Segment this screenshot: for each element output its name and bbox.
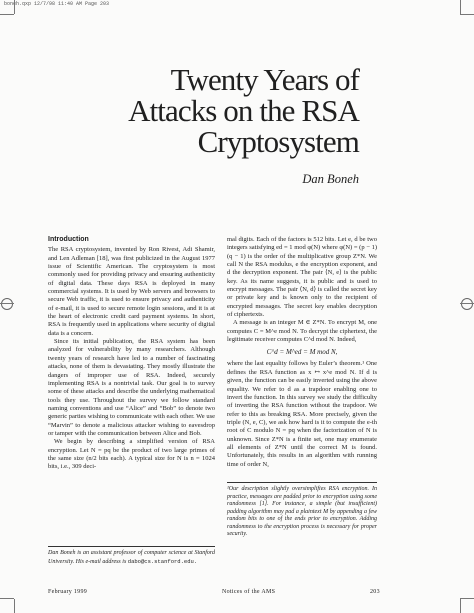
title-line-1: Twenty Years of <box>170 62 359 97</box>
article-title <box>29 64 359 157</box>
crop-mark <box>14 0 15 14</box>
paragraph: We begin by describing a simplified version of RSA encryption. Let N = pq be the product of two large primes of the same size (n/2 bits each). A typical size for N is n = 1024 bits, i.e., 309 deci- <box>48 438 215 471</box>
paragraph: mal digits. Each of the factors is 512 bits. Let e, d be two integers satisfying ed = 1 mod φ(N) where φ(N) = (p − 1)(q − 1) is the order of the multiplicative group Z*N. We call N the RSA modulus, e the encryption exponent, and d the decryption exponent. The pair ⟨N, e⟩ is the public key. As its name suggests, it is public and is used to encrypt messages. The pair ⟨N, d⟩ is called the secret key or private key and is known only to the recipient of encrypted messages. The secret key enables decryption of ciphertexts. <box>227 236 377 319</box>
crop-mark <box>460 598 474 599</box>
bio-rule <box>48 546 215 547</box>
footnote-text: ¹Our description slightly oversimplifies RSA encryption. In practice, messages are padded prior to encryption using some randomness [1]. For instance, a simple (but insufficient) padding algorithm may pad a plaintext M by appending a few random bits to one of the ends prior to encryption. Adding randomness to the encryption process is necessary for proper security. <box>227 486 377 537</box>
title-line-2: Attacks on the RSA <box>128 93 359 128</box>
section-heading: Introduction <box>48 236 89 243</box>
author-name: Dan Boneh <box>302 172 359 186</box>
rsa-equation: C^d = M^ed = M mod N, <box>266 348 338 357</box>
author-email: dabo@cs.stanford.edu. <box>127 557 198 565</box>
footer-journal: Notices of the AMS <box>222 589 276 595</box>
paragraph: Since its initial publication, the RSA system has been analyzed for vulnerability by many researchers. Although twenty years of research have led to a number of fascinating attacks, none of them is devastating. They mostly illustrate the dangers of improper use of RSA. Indeed, securely implementing RSA is a nontrivial task. Our goal is to survey some of these attacks and describe the underlying mathematical tools they use. Throughout the survey we follow standard naming conventions and use “Alice” and “Bob” to denote two generic parties wishing to communicate with each other. We use “Marvin” to denote a malicious attacker wishing to eavesdrop or tamper with the communication between Alice and Bob. <box>48 338 215 437</box>
footer-page-number: 203 <box>370 589 380 595</box>
crop-mark <box>460 14 474 15</box>
author-bio <box>48 546 215 566</box>
registration-crosshair <box>460 303 474 304</box>
footnote-rule <box>227 482 377 483</box>
print-slug: boneh.qxp 12/7/98 11:40 AM Page 203 <box>4 1 110 7</box>
crop-mark <box>460 0 461 14</box>
crop-mark <box>14 599 15 613</box>
paragraph: A message is an integer M ∈ Z*N. To encrypt M, one computes C = M^e mod N. To decrypt the ciphertext, the legitimate receiver computes C^d mod N. Indeed, <box>227 319 377 344</box>
bio-text: Dan Boneh is an assistant professor of computer science at Stanford University. His e-mail address is <box>48 550 215 565</box>
paragraph: where the last equality follows by Euler’s theorem.¹ One defines the RSA function as x ↦ x^e mod N. If d is given, the function can be easily inverted using the above equality. We refer to d as a trapdoor enabling one to invert the function. In this survey we study the difficulty of inverting the RSA function without the trapdoor. We refer to this as breaking RSA. More precisely, given the triple (N, e, C), we ask how hard is it to compute the e-th root of C modulo N = pq when the factorization of N is unknown. Since Z*N is a finite set, one may enumerate all elements of Z*N until the correct M is found. Unfortunately, this results in an algorithm with running time of order N, <box>227 360 377 468</box>
footnote <box>227 482 377 539</box>
registration-crosshair <box>0 303 14 304</box>
footer-date: February 1999 <box>48 589 88 595</box>
crop-mark <box>0 598 14 599</box>
crop-mark <box>460 599 461 613</box>
registration-mark <box>461 298 473 310</box>
paragraph: The RSA cryptosystem, invented by Ron Rivest, Adi Shamir, and Len Adleman [18], was first publicized in the August 1977 issue of Scientific American. The cryptosystem is most commonly used for providing privacy and ensuring authenticity of digital data. These days RSA is deployed in many commercial systems. It is used by Web servers and browsers to secure Web traffic, it is used to ensure privacy and authenticity of e-mail, it is used to secure remote login sessions, and it is at the heart of electronic credit card payment systems. In short, RSA is frequently used in applications where security of digital data is a concern. <box>48 246 215 337</box>
crop-mark <box>0 14 14 15</box>
left-column <box>48 236 215 472</box>
title-line-3: Cryptosystem <box>197 124 359 159</box>
registration-mark <box>1 298 13 310</box>
right-column <box>227 236 377 469</box>
